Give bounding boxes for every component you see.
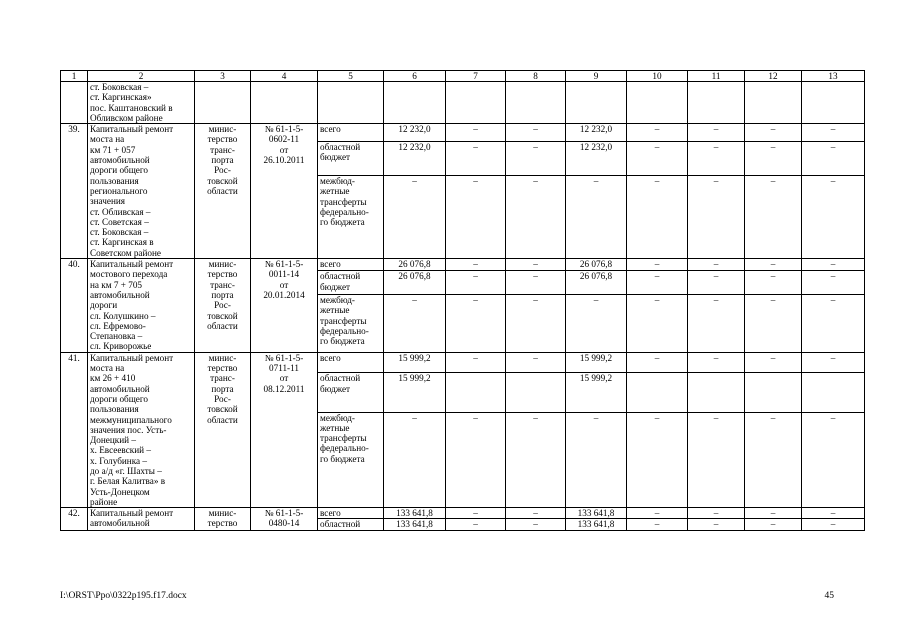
- cell: [61, 82, 88, 124]
- header-cell: 6: [384, 71, 446, 82]
- value-cell: –: [802, 295, 865, 353]
- header-cell: 8: [506, 71, 566, 82]
- value-cell: –: [802, 142, 865, 176]
- object-name: ст. Боковская – ст. Каргинская» пос. Каштановский в Обливском районе: [88, 82, 195, 124]
- value-cell: –: [446, 295, 506, 353]
- value-cell: [802, 373, 865, 412]
- value-cell: 133 641,8: [384, 519, 446, 530]
- value-cell: 26 076,8: [384, 271, 446, 295]
- value-cell: –: [802, 176, 865, 259]
- value-cell: –: [566, 412, 627, 508]
- document-number: № 61-1-5- 0480-14: [251, 508, 318, 531]
- cell: [745, 82, 802, 124]
- funding-source: областной бюджет: [318, 142, 384, 176]
- funding-source: межбюд- жетные трансферты федерально- го бюджета: [318, 412, 384, 508]
- document-number: № 61-1-5- 0711-11 от 08.12.2011: [251, 352, 318, 507]
- value-cell: –: [627, 295, 688, 353]
- header-cell: 3: [195, 71, 251, 82]
- value-cell: –: [446, 124, 506, 142]
- value-cell: 15 999,2: [384, 373, 446, 412]
- header-cell: 1: [61, 71, 88, 82]
- funding-source: областной бюджет: [318, 373, 384, 412]
- value-cell: 15 999,2: [566, 373, 627, 412]
- cell: [802, 82, 865, 124]
- object-name: Капитальный ремонт мостового перехода на км 7 + 705 автомобильной дороги сл. Колушкино – сл. Ефремово- Степановка – сл. Криворожье: [88, 259, 195, 353]
- header-row: [61, 71, 865, 82]
- cell: [195, 82, 251, 124]
- header-cell: 13: [802, 71, 865, 82]
- value-cell: –: [506, 352, 566, 373]
- value-cell: –: [688, 352, 745, 373]
- value-cell: –: [627, 519, 688, 530]
- funding-source: всего: [318, 259, 384, 271]
- value-cell: 15 999,2: [566, 352, 627, 373]
- cell: [251, 82, 318, 124]
- value-cell: –: [745, 124, 802, 142]
- value-cell: [745, 373, 802, 412]
- document-number: № 61-1-5- 0011-14 от 20.01.2014: [251, 259, 318, 353]
- value-cell: –: [384, 295, 446, 353]
- header-cell: 9: [566, 71, 627, 82]
- header-cell: 10: [627, 71, 688, 82]
- cell: [318, 82, 384, 124]
- value-cell: 12 232,0: [384, 124, 446, 142]
- value-cell: –: [745, 176, 802, 259]
- table-row: [61, 508, 865, 519]
- object-name: Капитальный ремонт моста на км 71 + 057 автомобильной дороги общего пользования регионального значения ст. Обливская – ст. Советская – ст. Боковская – ст. Каргинская в Советском районе: [88, 124, 195, 259]
- value-cell: 26 076,8: [566, 271, 627, 295]
- value-cell: –: [802, 124, 865, 142]
- value-cell: –: [802, 271, 865, 295]
- organization: минис- терство транс- порта Рос- товской области: [195, 124, 251, 259]
- value-cell: 12 232,0: [566, 142, 627, 176]
- cell: [446, 82, 506, 124]
- value-cell: –: [688, 519, 745, 530]
- page-number: 45: [824, 591, 834, 601]
- table-row: [61, 352, 865, 373]
- value-cell: –: [506, 271, 566, 295]
- value-cell: –: [627, 412, 688, 508]
- value-cell: –: [506, 295, 566, 353]
- value-cell: –: [627, 259, 688, 271]
- value-cell: –: [688, 508, 745, 519]
- value-cell: 12 232,0: [384, 142, 446, 176]
- value-cell: –: [506, 124, 566, 142]
- value-cell: –: [566, 176, 627, 259]
- value-cell: –: [802, 259, 865, 271]
- value-cell: –: [688, 412, 745, 508]
- header-cell: 5: [318, 71, 384, 82]
- value-cell: –: [802, 519, 865, 530]
- value-cell: –: [506, 259, 566, 271]
- value-cell: –: [745, 142, 802, 176]
- value-cell: –: [506, 176, 566, 259]
- value-cell: 133 641,8: [566, 508, 627, 519]
- funding-source: областной бюджет: [318, 271, 384, 295]
- value-cell: –: [802, 508, 865, 519]
- funding-source: всего: [318, 352, 384, 373]
- row-number: 42.: [61, 508, 88, 531]
- value-cell: 26 076,8: [566, 259, 627, 271]
- value-cell: –: [446, 508, 506, 519]
- value-cell: –: [446, 271, 506, 295]
- value-cell: –: [688, 142, 745, 176]
- table-row: [61, 124, 865, 142]
- value-cell: –: [506, 412, 566, 508]
- value-cell: –: [446, 176, 506, 259]
- value-cell: –: [446, 259, 506, 271]
- value-cell: –: [688, 295, 745, 353]
- funding-source: всего: [318, 124, 384, 142]
- value-cell: –: [627, 271, 688, 295]
- value-cell: –: [627, 352, 688, 373]
- header-cell: 12: [745, 71, 802, 82]
- value-cell: [506, 373, 566, 412]
- value-cell: –: [745, 352, 802, 373]
- value-cell: –: [506, 519, 566, 530]
- value-cell: –: [446, 352, 506, 373]
- value-cell: –: [506, 508, 566, 519]
- continuation-row: [61, 82, 865, 124]
- file-path: I:\ORST\Ppo\0322p195.f17.docx: [60, 591, 187, 601]
- row-number: 40.: [61, 259, 88, 353]
- header-cell: 7: [446, 71, 506, 82]
- cell: [566, 82, 627, 124]
- value-cell: –: [745, 508, 802, 519]
- header-cell: 11: [688, 71, 745, 82]
- value-cell: 133 641,8: [566, 519, 627, 530]
- value-cell: [688, 373, 745, 412]
- value-cell: –: [745, 259, 802, 271]
- value-cell: [627, 373, 688, 412]
- value-cell: –: [506, 142, 566, 176]
- row-number: 39.: [61, 124, 88, 259]
- header-cell: 4: [251, 71, 318, 82]
- value-cell: –: [802, 412, 865, 508]
- value-cell: –: [688, 259, 745, 271]
- row-number: 41.: [61, 352, 88, 507]
- funding-source: областной: [318, 519, 384, 530]
- value-cell: –: [802, 352, 865, 373]
- value-cell: 15 999,2: [384, 352, 446, 373]
- funding-source: межбюд- жетные трансферты федерально- го бюджета: [318, 295, 384, 353]
- value-cell: –: [688, 124, 745, 142]
- value-cell: –: [566, 295, 627, 353]
- value-cell: –: [745, 271, 802, 295]
- value-cell: 133 641,8: [384, 508, 446, 519]
- budget-table: [60, 70, 865, 531]
- value-cell: –: [627, 142, 688, 176]
- value-cell: –: [627, 124, 688, 142]
- value-cell: –: [627, 176, 688, 259]
- organization: минис- терство транс- порта Рос- товской области: [195, 259, 251, 353]
- funding-source: межбюд- жетные трансферты федерально- го бюджета: [318, 176, 384, 259]
- cell: [384, 82, 446, 124]
- organization: минис- терство транс- порта Рос- товской области: [195, 352, 251, 507]
- document-number: № 61-1-5- 0602-11 от 26.10.2011: [251, 124, 318, 259]
- value-cell: –: [446, 519, 506, 530]
- value-cell: –: [384, 176, 446, 259]
- table-row: [61, 259, 865, 271]
- header-cell: 2: [88, 71, 195, 82]
- object-name: Капитальный ремонт моста на км 26 + 410 автомобильной дороги общего пользования межмуниципального значения пос. Усть- Донецкий – х. Евсеевский – х. Голубинка – до а/д «г. Шахты – г. Белая Калитва» в Усть-Донецком районе: [88, 352, 195, 507]
- value-cell: –: [627, 508, 688, 519]
- funding-source: всего: [318, 508, 384, 519]
- value-cell: 26 076,8: [384, 259, 446, 271]
- cell: [688, 82, 745, 124]
- organization: минис- терство: [195, 508, 251, 531]
- value-cell: 12 232,0: [566, 124, 627, 142]
- value-cell: –: [688, 176, 745, 259]
- cell: [627, 82, 688, 124]
- value-cell: [446, 373, 506, 412]
- value-cell: –: [688, 271, 745, 295]
- cell: [506, 82, 566, 124]
- object-name: Капитальный ремонт автомобильной: [88, 508, 195, 531]
- value-cell: –: [745, 412, 802, 508]
- value-cell: –: [384, 412, 446, 508]
- value-cell: –: [446, 412, 506, 508]
- value-cell: –: [745, 519, 802, 530]
- value-cell: –: [745, 295, 802, 353]
- value-cell: –: [446, 142, 506, 176]
